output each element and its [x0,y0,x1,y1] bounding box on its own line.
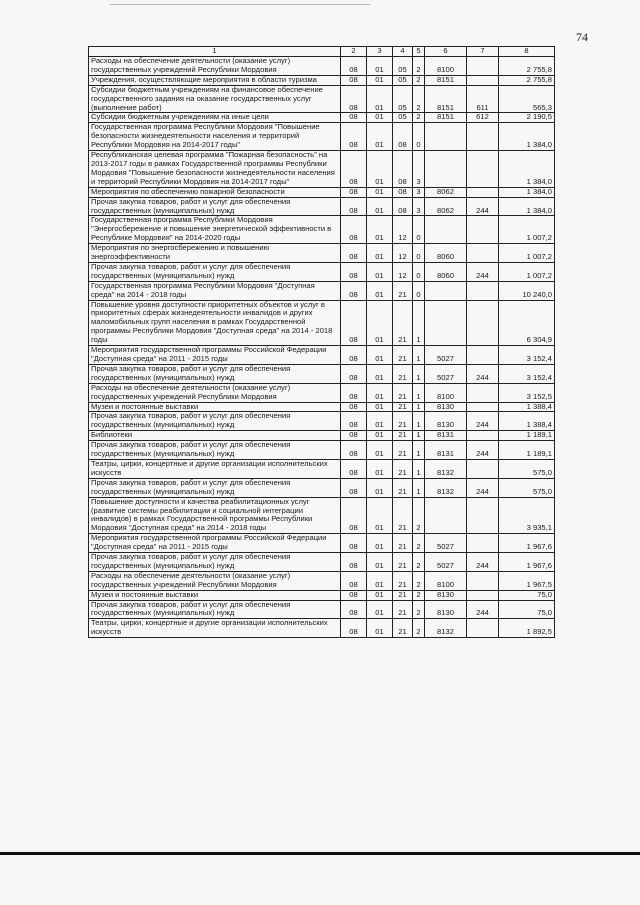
subprogram-code-cell: 1 [413,364,425,383]
subsection-code-cell: 01 [367,151,393,188]
item-name-cell: Государственная программа Республики Мордовия "Энергосбережение и повышение энергетической эффективности в Республике Мордовия" на 2014-2020 годы [89,216,341,244]
table-row [89,619,555,638]
item-name-cell: Мероприятия по обеспечению пожарной безопасности [89,187,341,197]
table-row [89,412,555,431]
expense-type-cell [467,571,499,590]
article-code-cell: 8151 [425,75,467,85]
program-code-cell: 21 [393,590,413,600]
subprogram-code-cell: 2 [413,571,425,590]
table-row [89,244,555,263]
amount-cell: 1 388,4 [499,402,555,412]
item-name-cell: Субсидии бюджетным учреждениям на финансовое обеспечение государственного задания на оказание государственных услуг (выполнение работ) [89,85,341,113]
table-body [89,57,555,638]
subsection-code-cell: 01 [367,244,393,263]
program-code-cell: 21 [393,300,413,346]
amount-cell: 3 152,5 [499,383,555,402]
expense-type-cell: 612 [467,113,499,123]
table-row [89,478,555,497]
expense-type-cell [467,497,499,534]
subprogram-code-cell: 1 [413,383,425,402]
header-cell: 5 [413,47,425,57]
article-code-cell [425,300,467,346]
program-code-cell: 08 [393,187,413,197]
section-code-cell: 08 [341,441,367,460]
section-code-cell: 08 [341,553,367,572]
subprogram-code-cell: 2 [413,497,425,534]
subprogram-code-cell: 2 [413,600,425,619]
item-name-cell: Расходы на обеспечение деятельности (оказание услуг) государственных учреждений Республики Мордовия [89,571,341,590]
item-name-cell: Мероприятия по энергосбережению и повышению энергоэффективности [89,244,341,263]
subsection-code-cell: 01 [367,187,393,197]
subprogram-code-cell: 1 [413,441,425,460]
section-code-cell: 08 [341,619,367,638]
expense-type-cell [467,534,499,553]
article-code-cell: 5027 [425,346,467,365]
amount-cell: 565,3 [499,85,555,113]
expense-type-cell [467,300,499,346]
expense-type-cell [467,244,499,263]
expense-type-cell [467,151,499,188]
program-code-cell: 21 [393,441,413,460]
subsection-code-cell: 01 [367,441,393,460]
table-row [89,75,555,85]
section-code-cell: 08 [341,346,367,365]
subprogram-code-cell: 2 [413,113,425,123]
article-code-cell: 8131 [425,431,467,441]
section-code-cell: 08 [341,459,367,478]
program-code-cell: 05 [393,113,413,123]
article-code-cell [425,281,467,300]
table-row [89,553,555,572]
section-code-cell: 08 [341,478,367,497]
section-code-cell: 08 [341,244,367,263]
section-code-cell: 08 [341,151,367,188]
subprogram-code-cell: 2 [413,534,425,553]
program-code-cell: 21 [393,431,413,441]
table-row [89,123,555,151]
amount-cell: 1 007,2 [499,262,555,281]
expense-type-cell [467,75,499,85]
section-code-cell: 08 [341,281,367,300]
subsection-code-cell: 01 [367,412,393,431]
amount-cell: 2 755,8 [499,75,555,85]
item-name-cell: Музеи и постоянные выставки [89,590,341,600]
expense-type-cell: 244 [467,600,499,619]
table-row [89,262,555,281]
item-name-cell: Прочая закупка товаров, работ и услуг для обеспечения государственных (муниципальных) нужд [89,600,341,619]
article-code-cell: 8062 [425,187,467,197]
program-code-cell: 21 [393,402,413,412]
amount-cell: 1 384,0 [499,123,555,151]
program-code-cell: 21 [393,534,413,553]
program-code-cell: 21 [393,383,413,402]
expense-type-cell [467,590,499,600]
subprogram-code-cell: 2 [413,619,425,638]
table-row [89,571,555,590]
article-code-cell: 8060 [425,262,467,281]
subprogram-code-cell: 0 [413,281,425,300]
header-cell: 4 [393,47,413,57]
subprogram-code-cell: 1 [413,431,425,441]
section-code-cell: 08 [341,571,367,590]
article-code-cell: 8130 [425,412,467,431]
subsection-code-cell: 01 [367,571,393,590]
article-code-cell: 8131 [425,441,467,460]
article-code-cell: 8151 [425,113,467,123]
item-name-cell: Театры, цирки, концертные и другие организации исполнительских искусств [89,619,341,638]
section-code-cell: 08 [341,600,367,619]
article-code-cell: 8132 [425,459,467,478]
amount-cell: 6 304,9 [499,300,555,346]
item-name-cell: Библиотеки [89,431,341,441]
subsection-code-cell: 01 [367,75,393,85]
section-code-cell: 08 [341,57,367,76]
subsection-code-cell: 01 [367,123,393,151]
table-row [89,402,555,412]
section-code-cell: 08 [341,364,367,383]
amount-cell: 1 007,2 [499,216,555,244]
section-code-cell: 08 [341,590,367,600]
section-code-cell: 08 [341,85,367,113]
table-row [89,459,555,478]
amount-cell: 1 388,4 [499,412,555,431]
expense-type-cell [467,216,499,244]
article-code-cell: 8130 [425,590,467,600]
header-cell: 2 [341,47,367,57]
subprogram-code-cell: 0 [413,244,425,263]
section-code-cell: 08 [341,123,367,151]
program-code-cell: 21 [393,412,413,431]
article-code-cell: 5027 [425,364,467,383]
article-code-cell: 8132 [425,478,467,497]
program-code-cell: 12 [393,262,413,281]
article-code-cell: 8130 [425,402,467,412]
item-name-cell: Театры, цирки, концертные и другие организации исполнительских искусств [89,459,341,478]
subprogram-code-cell: 3 [413,197,425,216]
subsection-code-cell: 01 [367,402,393,412]
subprogram-code-cell: 3 [413,187,425,197]
amount-cell: 575,0 [499,459,555,478]
article-code-cell: 5027 [425,553,467,572]
program-code-cell: 05 [393,85,413,113]
item-name-cell: Прочая закупка товаров, работ и услуг для обеспечения государственных (муниципальных) нужд [89,197,341,216]
amount-cell: 75,0 [499,600,555,619]
section-code-cell: 08 [341,412,367,431]
amount-cell: 1 967,6 [499,534,555,553]
program-code-cell: 08 [393,123,413,151]
expense-type-cell [467,123,499,151]
item-name-cell: Государственная программа Республики Мордовия "Доступная среда" на 2014 - 2018 годы [89,281,341,300]
table-row [89,216,555,244]
expense-type-cell [467,383,499,402]
expense-type-cell: 244 [467,364,499,383]
table-row [89,364,555,383]
amount-cell: 1 384,0 [499,197,555,216]
program-code-cell: 21 [393,346,413,365]
item-name-cell: Государственная программа Республики Мордовия "Повышение безопасности жизнедеятельности населения и территорий Республики Мордовия на 2014-2017 годы" [89,123,341,151]
table-row [89,590,555,600]
subprogram-code-cell: 1 [413,402,425,412]
expense-type-cell: 244 [467,553,499,572]
section-code-cell: 08 [341,75,367,85]
program-code-cell: 08 [393,151,413,188]
amount-cell: 2 755,8 [499,57,555,76]
subsection-code-cell: 01 [367,300,393,346]
subprogram-code-cell: 3 [413,151,425,188]
subprogram-code-cell: 1 [413,412,425,431]
article-code-cell [425,216,467,244]
table-row [89,151,555,188]
section-code-cell: 08 [341,431,367,441]
expense-type-cell [467,187,499,197]
expense-type-cell [467,619,499,638]
table-row [89,600,555,619]
item-name-cell: Учреждения, осуществляющие мероприятия в области туризма [89,75,341,85]
article-code-cell: 8100 [425,571,467,590]
amount-cell: 575,0 [499,478,555,497]
subsection-code-cell: 01 [367,113,393,123]
item-name-cell: Мероприятия государственной программы Российской Федерации "Доступная среда" на 2011 - 2015 годы [89,534,341,553]
budget-table [88,46,555,638]
subsection-code-cell: 01 [367,497,393,534]
expense-type-cell [467,57,499,76]
subprogram-code-cell: 0 [413,123,425,151]
program-code-cell: 05 [393,57,413,76]
amount-cell: 1 384,0 [499,151,555,188]
subprogram-code-cell: 2 [413,57,425,76]
subprogram-code-cell: 1 [413,346,425,365]
expense-type-cell: 244 [467,197,499,216]
item-name-cell: Республиканская целевая программа "Пожарная безопасность" на 2013-2017 годы в рамках Государственной программы Республики Мордовия "Повышение безопасности жизнедеятельности населения и территорий Республики Мордовия на 2014-2017 годы" [89,151,341,188]
header-cell: 1 [89,47,341,57]
subsection-code-cell: 01 [367,57,393,76]
table-row [89,113,555,123]
subsection-code-cell: 01 [367,600,393,619]
subsection-code-cell: 01 [367,281,393,300]
item-name-cell: Субсидии бюджетным учреждениям на иные цели [89,113,341,123]
expense-type-cell: 611 [467,85,499,113]
article-code-cell: 8132 [425,619,467,638]
program-code-cell: 08 [393,197,413,216]
amount-cell: 1 967,6 [499,553,555,572]
item-name-cell: Повышение уровня доступности приоритетных объектов и услуг в приоритетных сферах жизнедеятельности инвалидов и других маломобильных групп населения в рамках Государственной программы Республики Мордовия "Доступная среда" на 2014 - 2018 годы [89,300,341,346]
section-code-cell: 08 [341,216,367,244]
expense-type-cell [467,402,499,412]
subprogram-code-cell: 2 [413,553,425,572]
item-name-cell: Прочая закупка товаров, работ и услуг для обеспечения государственных (муниципальных) нужд [89,364,341,383]
table-row [89,197,555,216]
subsection-code-cell: 01 [367,262,393,281]
amount-cell: 3 935,1 [499,497,555,534]
subprogram-code-cell: 1 [413,300,425,346]
subsection-code-cell: 01 [367,478,393,497]
subsection-code-cell: 01 [367,216,393,244]
table-row [89,534,555,553]
subprogram-code-cell: 2 [413,85,425,113]
subprogram-code-cell: 0 [413,262,425,281]
subprogram-code-cell: 0 [413,216,425,244]
program-code-cell: 21 [393,619,413,638]
article-code-cell: 8151 [425,85,467,113]
header-cell: 6 [425,47,467,57]
subsection-code-cell: 01 [367,534,393,553]
header-cell: 3 [367,47,393,57]
amount-cell: 3 152,4 [499,364,555,383]
expense-type-cell [467,281,499,300]
subprogram-code-cell: 1 [413,459,425,478]
subsection-code-cell: 01 [367,197,393,216]
subsection-code-cell: 01 [367,85,393,113]
section-code-cell: 08 [341,534,367,553]
item-name-cell: Музеи и постоянные выставки [89,402,341,412]
table-row [89,57,555,76]
program-code-cell: 05 [393,75,413,85]
amount-cell: 2 190,5 [499,113,555,123]
item-name-cell: Прочая закупка товаров, работ и услуг для обеспечения государственных (муниципальных) нужд [89,262,341,281]
expense-type-cell [467,346,499,365]
expense-type-cell: 244 [467,262,499,281]
article-code-cell [425,151,467,188]
amount-cell: 3 152,4 [499,346,555,365]
article-code-cell: 8130 [425,600,467,619]
section-code-cell: 08 [341,497,367,534]
program-code-cell: 12 [393,216,413,244]
subsection-code-cell: 01 [367,346,393,365]
program-code-cell: 21 [393,459,413,478]
table-row [89,497,555,534]
scan-noise-line [110,4,370,5]
article-code-cell: 8100 [425,57,467,76]
program-code-cell: 21 [393,553,413,572]
article-code-cell: 5027 [425,534,467,553]
subsection-code-cell: 01 [367,431,393,441]
subprogram-code-cell: 1 [413,478,425,497]
subsection-code-cell: 01 [367,553,393,572]
program-code-cell: 21 [393,364,413,383]
amount-cell: 10 240,0 [499,281,555,300]
section-code-cell: 08 [341,113,367,123]
subprogram-code-cell: 2 [413,75,425,85]
header-cell: 8 [499,47,555,57]
item-name-cell: Прочая закупка товаров, работ и услуг для обеспечения государственных (муниципальных) нужд [89,478,341,497]
item-name-cell: Прочая закупка товаров, работ и услуг для обеспечения государственных (муниципальных) нужд [89,412,341,431]
expense-type-cell: 244 [467,412,499,431]
section-code-cell: 08 [341,197,367,216]
amount-cell: 75,0 [499,590,555,600]
amount-cell: 1 967,5 [499,571,555,590]
table-row [89,85,555,113]
program-code-cell: 12 [393,244,413,263]
article-code-cell: 8062 [425,197,467,216]
page-number: 74 [576,30,588,44]
amount-cell: 1 892,5 [499,619,555,638]
subsection-code-cell: 01 [367,459,393,478]
item-name-cell: Прочая закупка товаров, работ и услуг для обеспечения государственных (муниципальных) нужд [89,441,341,460]
footer-rule [0,852,640,855]
header-cell: 7 [467,47,499,57]
program-code-cell: 21 [393,478,413,497]
table-row [89,431,555,441]
section-code-cell: 08 [341,262,367,281]
expense-type-cell: 244 [467,478,499,497]
subsection-code-cell: 01 [367,619,393,638]
table-row [89,346,555,365]
amount-cell: 1 384,0 [499,187,555,197]
expense-type-cell: 244 [467,441,499,460]
item-name-cell: Расходы на обеспечение деятельности (оказание услуг) государственных учреждений Республики Мордовия [89,57,341,76]
subprogram-code-cell: 2 [413,590,425,600]
table-row [89,441,555,460]
table-row [89,383,555,402]
article-code-cell: 8060 [425,244,467,263]
article-code-cell: 8100 [425,383,467,402]
subsection-code-cell: 01 [367,590,393,600]
section-code-cell: 08 [341,187,367,197]
item-name-cell: Прочая закупка товаров, работ и услуг для обеспечения государственных (муниципальных) нужд [89,553,341,572]
item-name-cell: Мероприятия государственной программы Российской Федерации "Доступная среда" на 2011 - 2015 годы [89,346,341,365]
table-row [89,300,555,346]
table-row [89,281,555,300]
amount-cell: 1 189,1 [499,441,555,460]
table-header-row [89,47,555,57]
program-code-cell: 21 [393,497,413,534]
program-code-cell: 21 [393,571,413,590]
section-code-cell: 08 [341,383,367,402]
article-code-cell [425,123,467,151]
subsection-code-cell: 01 [367,383,393,402]
expense-type-cell [467,431,499,441]
item-name-cell: Расходы на обеспечение деятельности (оказание услуг) государственных учреждений Республики Мордовия [89,383,341,402]
expense-type-cell [467,459,499,478]
program-code-cell: 21 [393,281,413,300]
item-name-cell: Повышение доступности и качества реабилитационных услуг (развитие системы реабилитации и социальной интеграции инвалидов) в рамках Государственной программы Республики Мордовия "Доступная среда" на 2014 - 2018 годы [89,497,341,534]
table-row [89,187,555,197]
section-code-cell: 08 [341,300,367,346]
amount-cell: 1 189,1 [499,431,555,441]
amount-cell: 1 007,2 [499,244,555,263]
program-code-cell: 21 [393,600,413,619]
section-code-cell: 08 [341,402,367,412]
article-code-cell [425,497,467,534]
subsection-code-cell: 01 [367,364,393,383]
